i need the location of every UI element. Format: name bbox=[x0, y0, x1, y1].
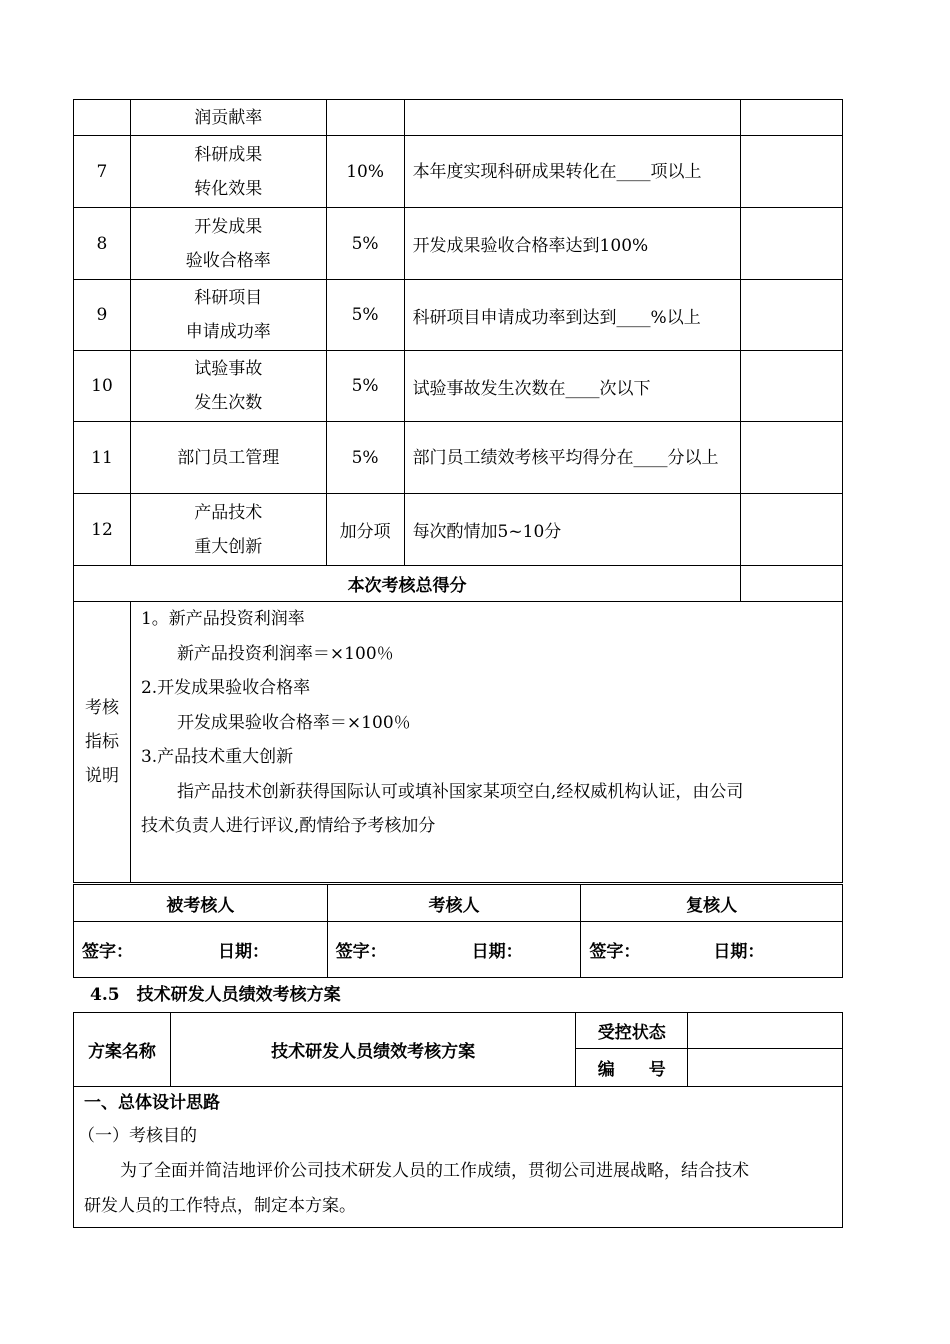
table-row bbox=[74, 100, 843, 136]
notes-content bbox=[130, 602, 842, 883]
note-formula: 开发成果验收合格率＝×100％ bbox=[176, 712, 411, 733]
control-status-label: 受控状态 bbox=[576, 1013, 688, 1049]
score-cell bbox=[741, 100, 843, 136]
note-text: 技术负责人进行评议,酌情给予考核加分 bbox=[140, 816, 436, 836]
assessment-table bbox=[73, 99, 843, 883]
weight-cell: 5% bbox=[326, 280, 404, 351]
indicator-name: 润贡献率 bbox=[130, 100, 326, 136]
table-row bbox=[74, 136, 843, 208]
row-number: 12 bbox=[74, 494, 131, 566]
note-heading: 2.开发成果验收合格率 bbox=[140, 678, 311, 698]
subsection-title: （一）考核目的 bbox=[78, 1126, 197, 1146]
note-heading: 1。新产品投资利润率 bbox=[140, 609, 305, 629]
paragraph-line: 为了全面并简洁地评价公司技术研发人员的工作成绩，贯彻公司进展战略，结合技术 bbox=[120, 1161, 749, 1181]
row-number: 9 bbox=[74, 280, 131, 351]
indicator-name: 开发成果 验收合格率 bbox=[130, 208, 326, 280]
indicator-name: 科研项目 申请成功率 bbox=[130, 280, 326, 351]
standard-cell: 开发成果验收合格率达到100% bbox=[404, 208, 741, 280]
weight-cell bbox=[326, 100, 404, 136]
assessor-signature: 签字： 日期： bbox=[327, 922, 581, 978]
plan-body bbox=[74, 1087, 843, 1228]
signature-table bbox=[73, 884, 843, 978]
table-row bbox=[74, 422, 843, 494]
score-cell bbox=[741, 494, 843, 566]
signature-header-row bbox=[74, 885, 843, 922]
weight-cell: 5% bbox=[326, 422, 404, 494]
weight-cell: 5% bbox=[326, 351, 404, 422]
assessee-signature: 签字： 日期： bbox=[74, 922, 328, 978]
score-cell bbox=[741, 136, 843, 208]
indicator-name: 科研成果 转化效果 bbox=[130, 136, 326, 208]
plan-name: 技术研发人员绩效考核方案 bbox=[170, 1013, 575, 1087]
score-cell bbox=[741, 280, 843, 351]
assessee-header: 被考核人 bbox=[74, 885, 328, 922]
score-cell bbox=[741, 351, 843, 422]
plan-table bbox=[73, 1012, 843, 1228]
standard-cell: 部门员工绩效考核平均得分在____分以上 bbox=[404, 422, 741, 494]
standard-cell: 每次酌情加5~10分 bbox=[404, 494, 741, 566]
notes-label: 考核 指标 说明 bbox=[74, 602, 131, 883]
notes-row bbox=[74, 602, 843, 883]
row-number: 11 bbox=[74, 422, 131, 494]
assessor-header: 考核人 bbox=[327, 885, 581, 922]
table-row bbox=[74, 280, 843, 351]
control-status-value bbox=[688, 1013, 843, 1049]
section-title: 一、总体设计思路 bbox=[84, 1093, 220, 1113]
paragraph-line: 研发人员的工作特点，制定本方案。 bbox=[84, 1196, 356, 1216]
note-text: 指产品技术创新获得国际认可或填补国家某项空白,经权威机构认证，由公司 bbox=[176, 781, 744, 802]
standard-cell bbox=[404, 100, 741, 136]
section-heading: 4.5 技术研发人员绩效考核方案 bbox=[90, 985, 341, 1005]
score-cell bbox=[741, 422, 843, 494]
indicator-name: 试验事故 发生次数 bbox=[130, 351, 326, 422]
reviewer-signature: 签字： 日期： bbox=[581, 922, 843, 978]
total-score-label: 本次考核总得分 bbox=[74, 566, 741, 602]
signature-row bbox=[74, 922, 843, 978]
row-number: 7 bbox=[74, 136, 131, 208]
plan-name-label: 方案名称 bbox=[74, 1013, 171, 1087]
note-heading: 3.产品技术重大创新 bbox=[140, 747, 294, 767]
table-row bbox=[74, 208, 843, 280]
standard-cell: 本年度实现科研成果转化在____项以上 bbox=[404, 136, 741, 208]
number-value bbox=[688, 1049, 843, 1087]
total-row bbox=[74, 566, 843, 602]
row-number: 8 bbox=[74, 208, 131, 280]
indicator-name: 部门员工管理 bbox=[130, 422, 326, 494]
standard-cell: 科研项目申请成功率到达到____%以上 bbox=[404, 280, 741, 351]
row-number: 10 bbox=[74, 351, 131, 422]
total-score-cell bbox=[741, 566, 843, 602]
number-label: 编 号 bbox=[576, 1049, 688, 1087]
indicator-name: 产品技术 重大创新 bbox=[130, 494, 326, 566]
standard-cell: 试验事故发生次数在____次以下 bbox=[404, 351, 741, 422]
weight-cell: 10% bbox=[326, 136, 404, 208]
reviewer-header: 复核人 bbox=[581, 885, 843, 922]
score-cell bbox=[741, 208, 843, 280]
table-row bbox=[74, 494, 843, 566]
row-number bbox=[74, 100, 131, 136]
note-formula: 新产品投资利润率＝×100％ bbox=[176, 643, 394, 664]
weight-cell: 加分项 bbox=[326, 494, 404, 566]
table-row bbox=[74, 351, 843, 422]
weight-cell: 5% bbox=[326, 208, 404, 280]
